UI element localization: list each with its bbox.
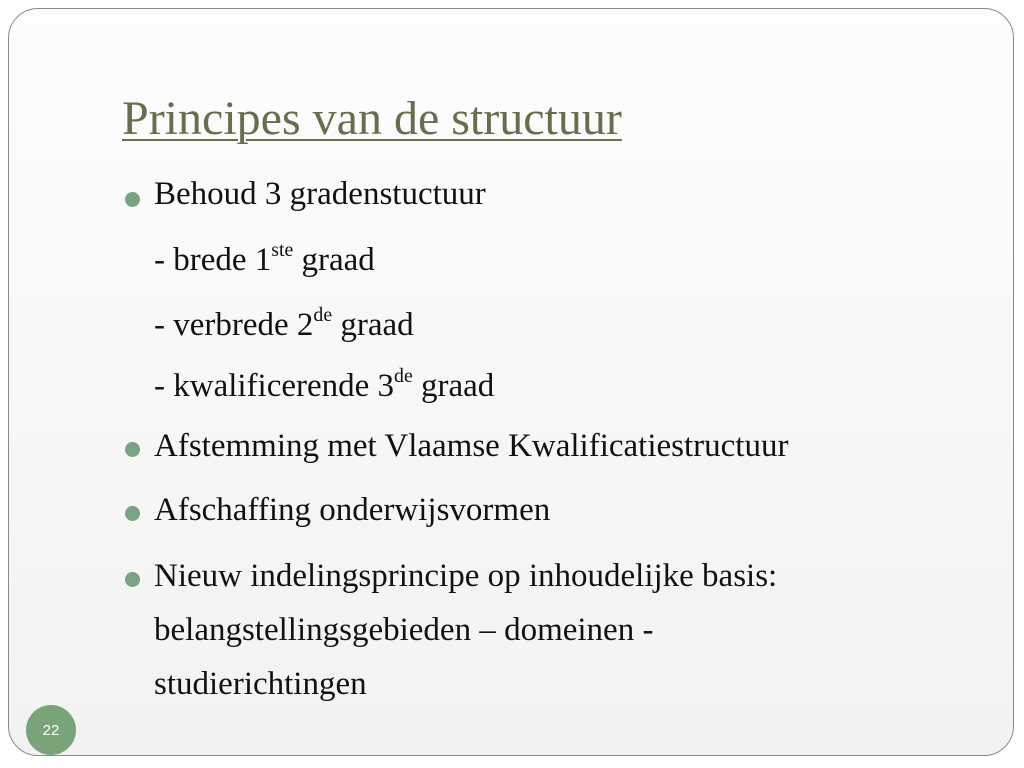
slide-title: Principes van de structuur: [122, 92, 622, 145]
bullet-item: Nieuw indelingsprincipe op inhoudelijke basis:: [154, 558, 778, 594]
bullet-item-continuation: studierichtingen: [154, 666, 367, 702]
sub-item: - kwalificerende 3de graad: [154, 365, 495, 404]
sub-item: - verbrede 2de graad: [154, 304, 414, 343]
bullet-dot-icon: [125, 442, 140, 457]
bullet-dot-icon: [125, 572, 140, 587]
bullet-dot-icon: [125, 506, 140, 521]
bullet-item: Afstemming met Vlaamse Kwalificatiestructuur: [154, 428, 789, 464]
bullet-dot-icon: [125, 192, 140, 207]
bullet-item: Behoud 3 gradenstuctuur: [154, 176, 486, 212]
sub-item: - brede 1ste graad: [154, 239, 375, 278]
slide-frame: [8, 8, 1014, 756]
page-number-badge: 22: [26, 705, 76, 755]
bullet-item-continuation: belangstellingsgebieden – domeinen -: [154, 612, 654, 648]
bullet-item: Afschaffing onderwijsvormen: [154, 492, 551, 528]
